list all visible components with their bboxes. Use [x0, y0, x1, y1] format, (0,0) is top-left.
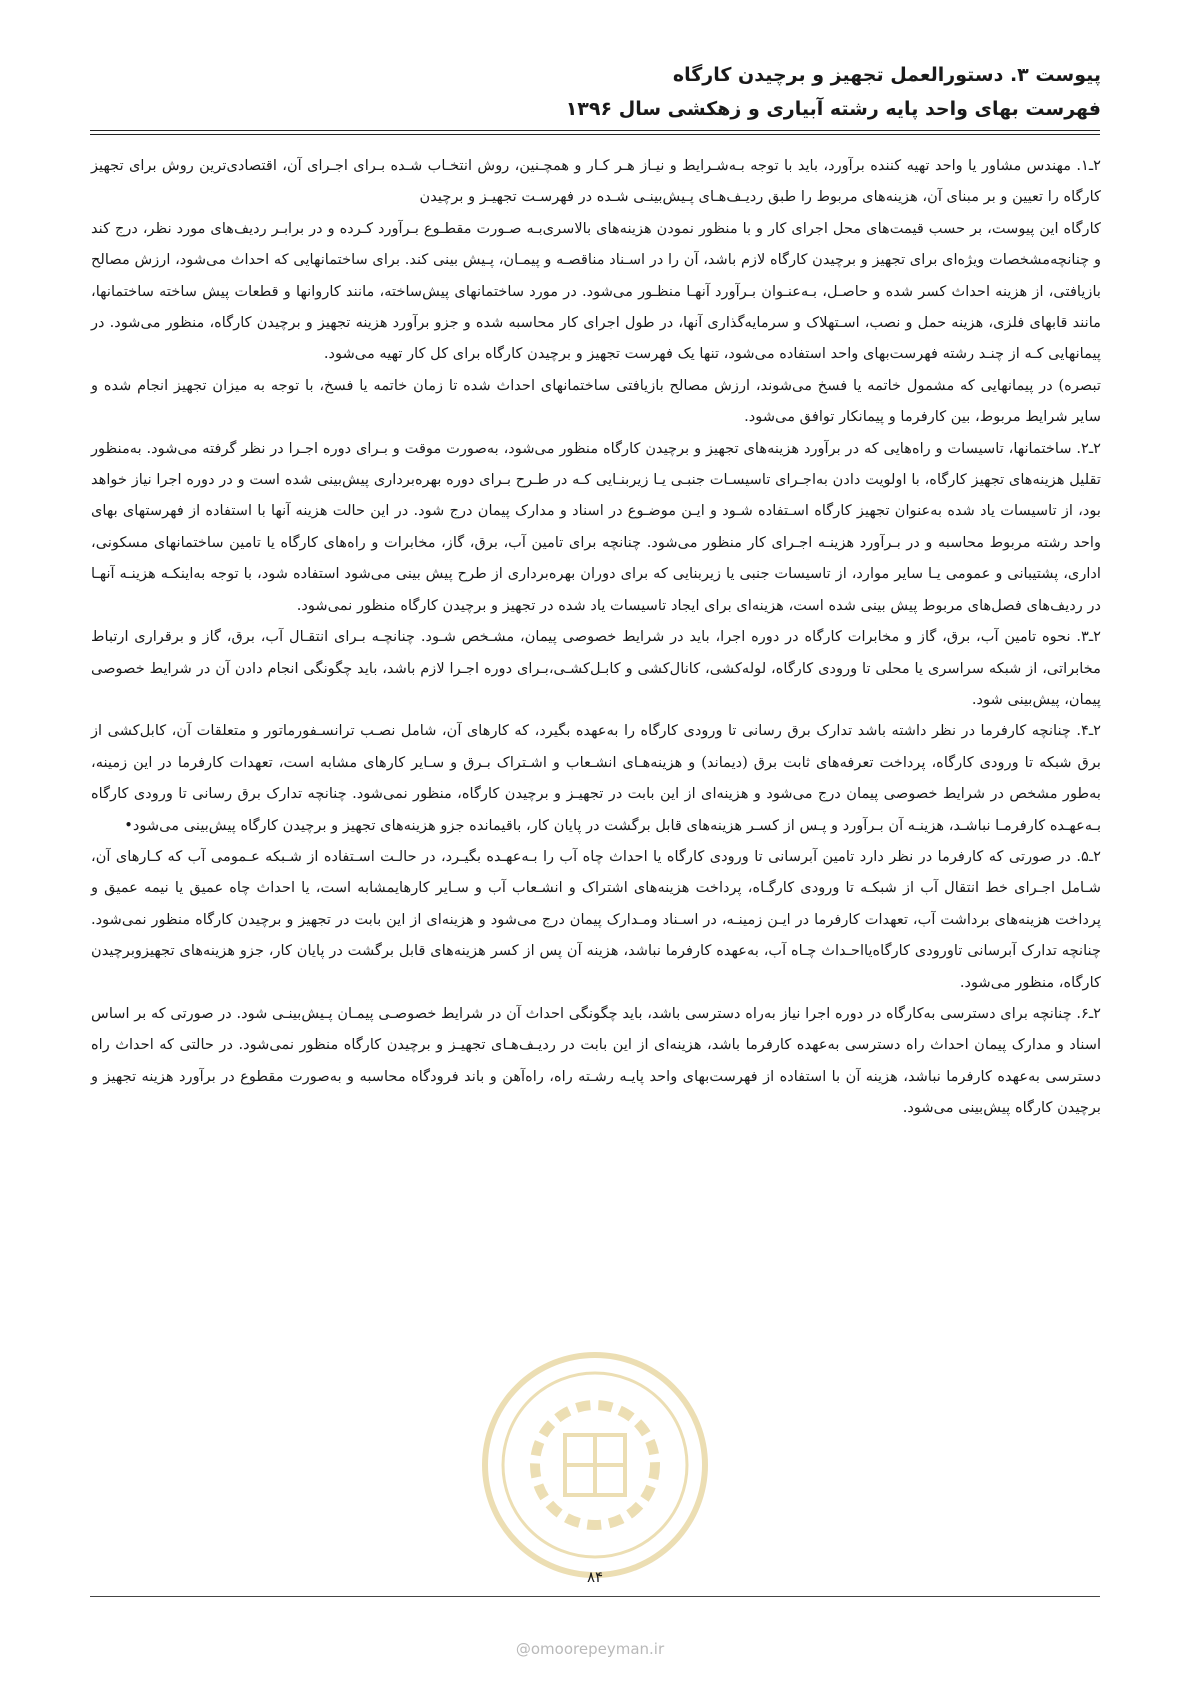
- paragraph-2-6: ۲ـ۶. چنانچه برای دسترسی به‌کارگاه در دوره اجرا نیاز به‌راه دسترسی باشد، باید چگونگی احداث آن در شرایط خصوصـی پیمـان پـیش‌بینـی شود. در صورتی که بر اساس اسناد و مدارک پیمان احداث راه دسترسی به‌عهده کارفرما باشد، هزینه‌ای از این بابت در ردیـف‌هـای تجهیـز و برچیدن کارگاه منظور نمی‌شود. در حالتی که احداث راه دسترسی به‌عهده کارفرما نباشد، هزینه آن با استفاده از فهرست‌بهای واحد پایـه رشـته راه، راه‌آهن و باند فرودگاه محاسبه و به‌صورت مقطوع در برآورد هزینه تجهیز و برچیدن کارگاه پیش‌بینی می‌شود.: [91, 1004, 1101, 1117]
- page-number: ۸۴: [586, 1568, 604, 1586]
- footer-rule: [90, 1596, 1100, 1597]
- paragraph-2-1: ۲ـ۱. مهندس مشاور یا واحد تهیه کننده برآورد، باید با توجه بـه‌شـرایط و نیـاز هـر کـار و همچـنین، روش انتخـاب شـده بـرای اجـرای آن، اقتصادی‌ترین روش برای تجهیز کارگاه را تعیین و بر مبنای آن، هزینه‌های مربوط را طبق ردیـف‌هـای پـیش‌بینـی شـده در فهرسـت تجهیـز و برچیدن: [91, 157, 1101, 206]
- page-header: [91, 58, 1101, 126]
- paragraph-note: تبصره) در پیمانهایی که مشمول خاتمه یا فسخ می‌شوند، ارزش مصالح بازیافتی ساختمانهای احداث شده تا زمان خاتمه یا فسخ، با توجه به میزان تجهیز انجام شده و سایر شرایط مربوط، بین کارفرما و پیمانکار توافق می‌شود.: [91, 376, 1101, 426]
- paragraph-2-3: ۲ـ۳. نحوه تامین آب، برق، گاز و مخابرات کارگاه در دوره اجرا، باید در شرایط خصوصی پیمان، مشـخص شـود. چنانچـه بـرای انتقـال آب، برق، گاز و برقراری ارتباط مخابراتی، از شبکه سراسری یا محلی تا ورودی کارگاه، لوله‌کشی، کانال‌کشی و کابـل‌کشـی،بـرای دوره اجـرا لازم باشد، باید چگونگی انجام دادن آن در شرایط خصوصی پیمان، پیش‌بینی شود.: [91, 628, 1101, 708]
- header-title-price-list: فهرست بهای واحد پایه رشته آبیاری و زهکشی سال ۱۳۹۶: [565, 98, 1101, 120]
- paragraph-2-5: ۲ـ۵. در صورتی که کارفرما در نظر دارد تامین آبرسانی تا ورودی کارگاه یا احداث چاه آب را بـه‌عهـده بگیـرد، در حالـت اسـتفاده از شـبکه عـمومی آب که کـارهای آن، شـامل اجـرای خط انتقال آب از شبکـه تا ورودی کارگـاه، پرداخت هزینه‌های اشتراک و انشـعاب آب و سـایر کارهایمشابه است، یا احداث چاه عمیق یا نیمه عمیق و پرداخت هزینه‌های برداشت آب، تعهدات کارفرما در ایـن زمینـه، در اسـناد ومـدارک پیمان درج می‌شود و هزینه‌ای از این بابت در تجهیز و برچیدن کارگاه منظور نمی‌شود. چنانچه تدارک آبرسانی تاورودی کارگاه‌یااحـداث چـاه آب، به‌عهده کارفرما نباشد، هزینه آن پس از کسر هزینه‌های قابل برگشت در پایان کار، جزو هزینه‌های تجهیزوبرچیدن کارگاه، منظور می‌شود.: [91, 847, 1101, 991]
- header-title-appendix: پیوست ۳. دستورالعمل تجهیز و برچیدن کارگاه: [672, 64, 1101, 86]
- watermark-url: @omoorepeyman.ir: [515, 1640, 665, 1658]
- paragraph-2-2: ۲ـ۲. ساختمانها، تاسیسات و راه‌هایی که در برآورد هزینه‌های تجهیز و برچیدن کارگاه منظور می‌شود، به‌صورت موقت و بـرای دوره اجـرا در نظر گرفته می‌شود. به‌منظور تقلیل هزینه‌های تجهیز کارگاه، با اولویت دادن به‌اجـرای تاسیسـات جنبـی یـا زیربنـایی کـه در طـرح بـرای دوره بهره‌برداری پیش‌بینی شده است و در دوره اجرا نیاز خواهد بود، از تاسیسات یاد شده به‌عنوان تجهیز کارگاه اسـتفاده شـود و ایـن موضـوع در اسناد و مدارک پیمان درج شود. در این حالت هزینه آنها با استفاده از فهرستهای بهای واحد رشته مربوط محاسبه و در بـرآورد هزینـه اجـرای کار منظور می‌شود. چنانچه برای تامین آب، برق، گاز، مخابرات و راه‌های کارگاه یا تامین ساختمانهای مسکونی، اداری، پشتیبانی و عمومی یـا سایر موارد، از تاسیسات جنبی یا زیربنایی که برای دوران بهره‌برداری از طرح پیش بینی می‌شود استفاده شود، با توجه به‌اینکـه هزینـه آنهـا در ردیف‌های فصل‌های مربوط پیش بینی شده است، هزینه‌ای برای ایجاد تاسیسات یاد شده در تجهیز و برچیدن کارگاه منظور نمی‌شود.: [91, 439, 1101, 614]
- paragraph-2-4: ۲ـ۴. چنانچه کارفرما در نظر داشته باشد تدارک برق رسانی تا ورودی کارگاه را به‌عهده بگیرد، که کارهای آن، شامل نصـب ترانسـفورماتور و متعلقات آن، کابل‌کشی از برق شبکه تا ورودی کارگاه، پرداخت تعرفه‌های ثابت برق (دیماند) و هزینه‌هـای انشـعاب و اشـتراک بـرق و سـایر کارهای مشابه است، تعهدات کارفرما در این زمینه، به‌طور مشخص در شرایط خصوصی پیمان درج می‌شود و هزینه‌ای از این بابت در تجهیـز و برچیدن کارگاه، منظور نمی‌شود. چنانچه تدارک برق رسانی تا ورودی کارگاه بـه‌عهـده کارفرمـا نباشـد، هزینـه آن بـرآورد و پـس از کسـر هزینه‌های قابل برگشت در پایان کار، باقیمانده جزو هزینه‌های تجهیز و برچیدن کارگاه پیش‌بینی می‌شود•: [91, 722, 1101, 834]
- body-text: [91, 150, 1101, 1550]
- header-rule-top: [90, 130, 1100, 131]
- paragraph-2-1-continued: کارگاه این پیوست، بر حسب قیمت‌های محل اجرای کار و با منظور نمودن هزینه‌های بالاسری‌بـه صـورت مقطـوع بـرآورد کـرده و در برابـر ردیف‌های مورد نظر، درج کند و چنانچه‌مشخصات ویژه‌ای برای تجهیز و برچیدن کارگاه لازم باشد، آن را در اسـناد مناقصـه و پیمـان، پـیش بینی کند. برای ساختمانهایی که احداث می‌شود، ارزش مصالح بازیافتی، از هزینه احداث کسر شده و حاصـل، بـه‌عنـوان بـرآورد آنهـا منظـور می‌شود. در مورد ساختمانهای پیش‌ساخته، مانند کاروانها و قطعات پیش ساخته ساختمانها، مانند قابهای فلزی، هزینه حمل و نصب، اسـتهلاک و سرمایه‌گذاری آنها، در طول اجرای کار محاسبه شده و جزو برآورد هزینه تجهیز و برچیدن کارگاه، منظور می‌شود. در پیمانهایی کـه از چنـد رشته فهرست‌بهای واحد استفاده می‌شود، تنها یک فهرست تجهیز و برچیدن کارگاه برای کل کار تهیه می‌شود.: [91, 219, 1102, 363]
- header-rule-bottom: [90, 134, 1100, 135]
